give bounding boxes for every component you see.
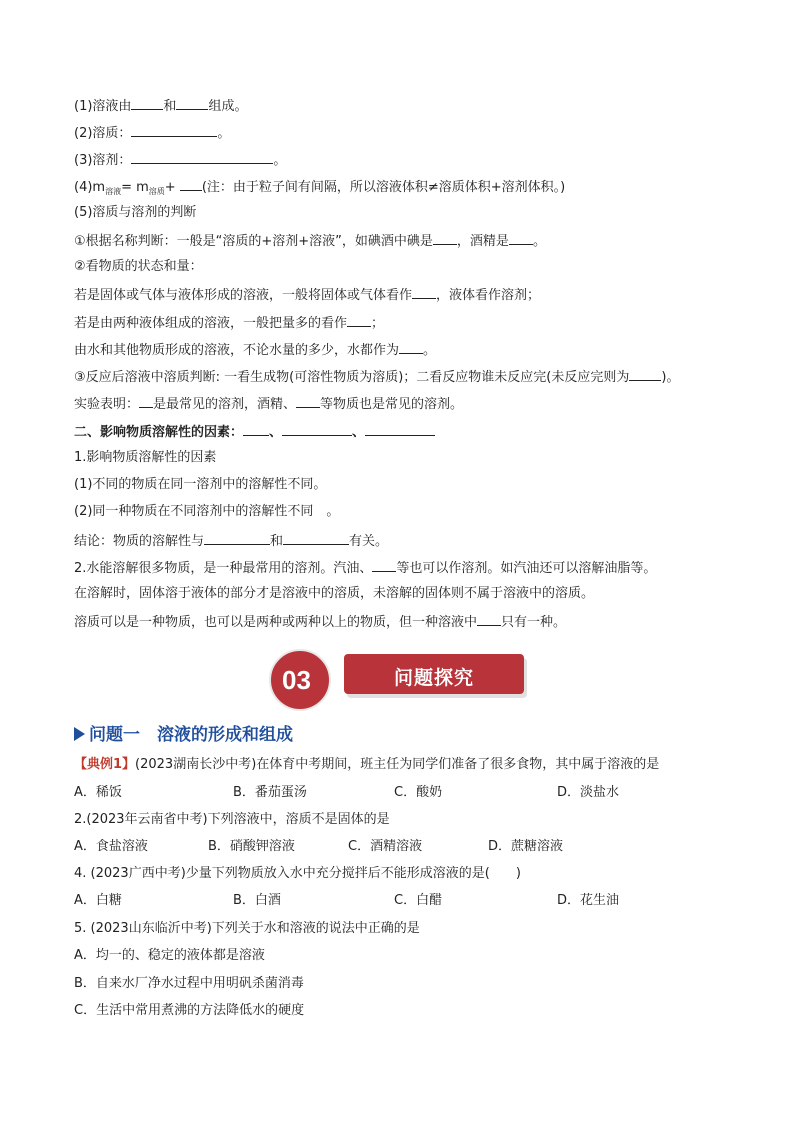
question-3-stem: 4. (2023广西中考)少量下列物质放入水中充分搅拌后不能形成溶液的是( ): [74, 866, 521, 881]
section-title: 问题探究: [393, 667, 474, 689]
section-title-bar: [344, 654, 524, 694]
text-line-4: $(4)m_{溶液}= m_{溶质}+$ (注：由于粒子间有间隔，所以溶液体积≠溶质体积+溶剂体积。): [74, 177, 565, 201]
q3-option-b[interactable]: B．白酒: [233, 893, 281, 908]
section-heading-2: 二、影响物质溶解性的因素： 、 、: [74, 422, 435, 442]
text-line-8: 若是固体或气体与液体形成的溶液，一般将固体或气体看作 ，液体看作溶剂；: [74, 285, 540, 305]
q4-option-a[interactable]: A．均一的、稳定的液体都是溶液: [74, 948, 265, 963]
q1-option-a[interactable]: A．稀饭: [74, 785, 122, 800]
triangle-marker-icon: [74, 727, 85, 741]
q2-option-c[interactable]: C．酒精溶液: [348, 839, 423, 854]
text-line-15: (2)同一种物质在不同溶剂中的溶解性不同 。: [74, 504, 340, 519]
q2-option-a[interactable]: A．食盐溶液: [74, 839, 148, 854]
text-line-9: 若是由两种液体组成的溶液，一般把量多的看作 ；: [74, 313, 384, 333]
q2-option-b[interactable]: B．硝酸钾溶液: [208, 839, 295, 854]
text-line-19: 溶质可以是一种物质，也可以是两种或两种以上的物质，但一种溶液中 只有一种。: [74, 612, 566, 632]
text-line-2: (2)溶质： 。: [74, 123, 230, 143]
q4-option-c[interactable]: C．生活中常用煮沸的方法降低水的硬度: [74, 1003, 305, 1018]
q1-option-b[interactable]: B．番茄蛋汤: [233, 785, 307, 800]
text-line-3: (3)溶剂： 。: [74, 150, 286, 170]
text-line-18: 在溶解时，固体溶于液体的部分才是溶液中的溶质，未溶解的固体则不属于溶液中的溶质。: [74, 586, 595, 601]
section-number: 03: [282, 665, 311, 695]
text-line-5: (5)溶质与溶剂的判断: [74, 205, 197, 220]
text-line-14: (1)不同的物质在同一溶剂中的溶解性不同。: [74, 477, 327, 492]
section-banner: [268, 648, 528, 712]
q1-option-c[interactable]: C．酸奶: [394, 785, 443, 800]
question-1-stem: 【典例1】(2023湖南长沙中考)在体育中考期间，班主任为同学们准备了很多食物，其中属于溶液的是: [74, 757, 660, 772]
text-line-17: 2.水能溶解很多物质，是一种最常用的溶剂。汽油、 等也可以作溶剂。如汽油还可以溶解油脂等。: [74, 558, 656, 578]
q3-option-a[interactable]: A．白糖: [74, 893, 122, 908]
text-line-16: 结论：物质的溶解性与 和 有关。: [74, 531, 388, 551]
question-2-stem: 2.(2023年云南省中考)下列溶液中，溶质不是固体的是: [74, 812, 390, 827]
q3-option-c[interactable]: C．白醋: [394, 893, 443, 908]
question-heading: 问题一 溶液的形成和组成: [74, 720, 293, 745]
text-line-7: ②看物质的状态和量：: [74, 259, 203, 274]
q1-option-d[interactable]: D．淡盐水: [557, 785, 620, 800]
text-line-13: 1.影响物质溶解性的因素: [74, 450, 217, 465]
text-line-11: ③反应后溶液中溶质判断: 一看生成物(可溶性物质为溶质)；二看反应物谁未反应完(未反应完则为 )。: [74, 367, 679, 387]
q2-option-d[interactable]: D．蔗糖溶液: [488, 839, 564, 854]
text-line-6: ①根据名称判断：一般是“溶质的+溶剂+溶液”，如碘酒中碘是 ，酒精是 。: [74, 231, 546, 251]
text-line-10: 由水和其他物质形成的溶液，不论水量的多少，水都作为 。: [74, 340, 436, 360]
q3-option-d[interactable]: D．花生油: [557, 893, 620, 908]
question-4-stem: 5. (2023山东临沂中考)下列关于水和溶液的说法中正确的是: [74, 921, 420, 936]
q4-option-b[interactable]: B．自来水厂净水过程中用明矾杀菌消毒: [74, 976, 304, 991]
text-line-1: (1)溶液由 和 组成。: [74, 96, 247, 116]
text-line-12: 实验表明： 是最常见的溶剂，酒精、 等物质也是常见的溶剂。: [74, 394, 463, 414]
